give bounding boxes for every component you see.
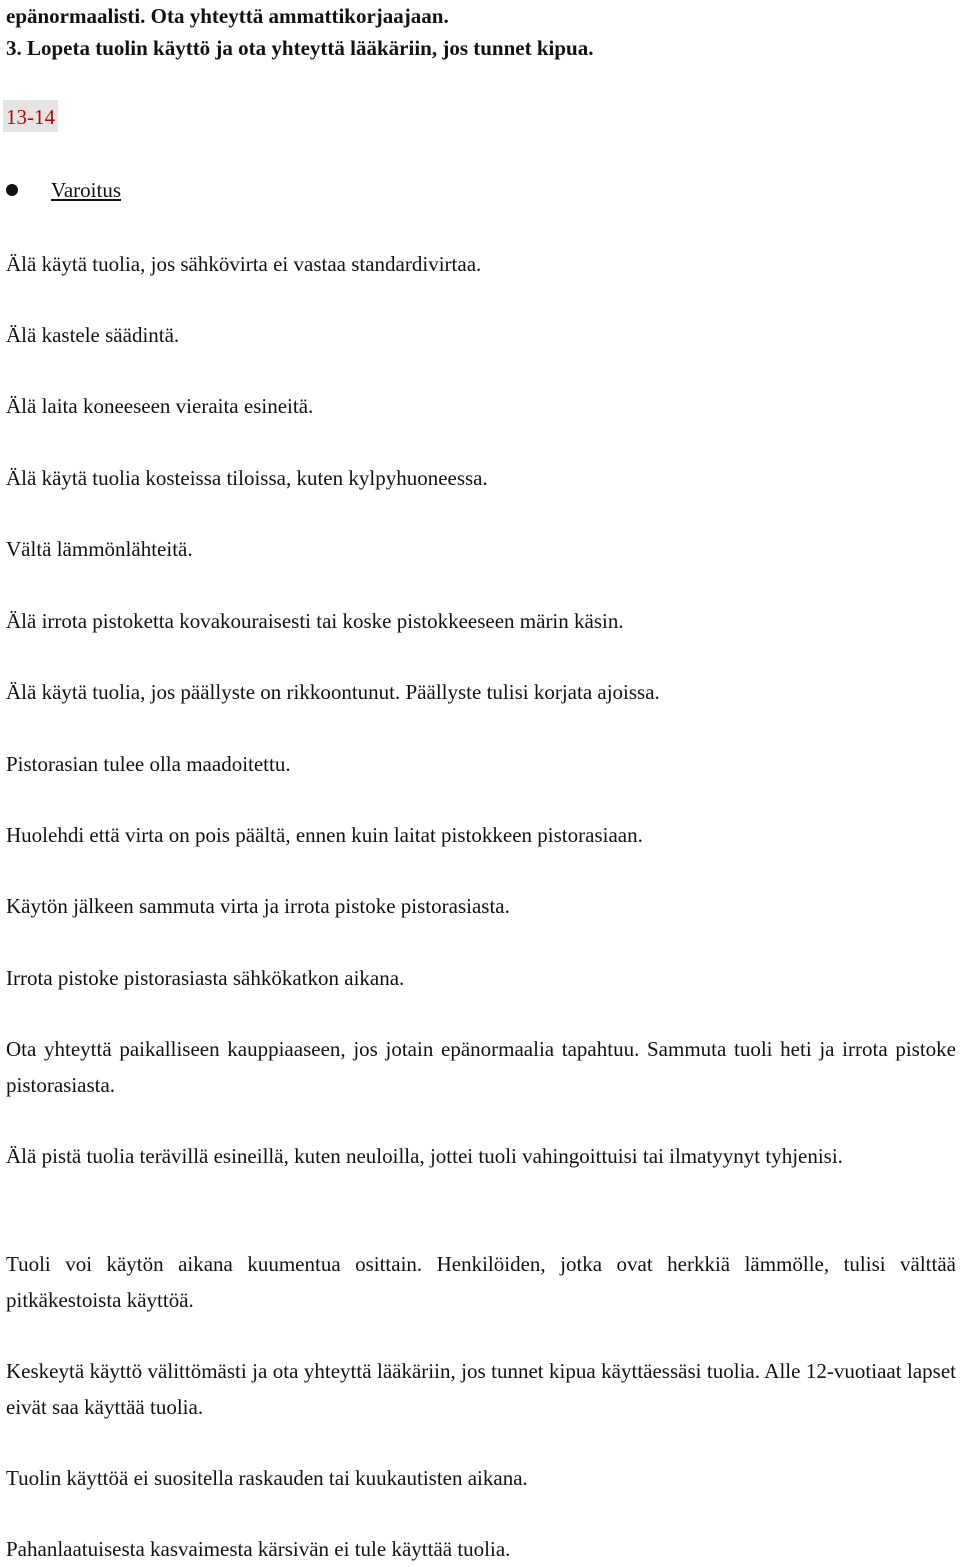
- warning-item: Tuolin käyttöä ei suositella raskauden tai kuukautisten aikana.: [6, 1466, 528, 1490]
- warning-item: Irrota pistoke pistorasiasta sähkökatkon aikana.: [6, 966, 405, 990]
- continued-text-line: epänormaalisti. Ota yhteyttä ammattikorjaajaan.: [6, 4, 449, 28]
- warning-item: Älä käytä tuolia kosteissa tiloissa, kuten kylpyhuoneessa.: [6, 466, 488, 490]
- section-heading-row: [6, 172, 121, 208]
- instruction-step-3: 3. Lopeta tuolin käyttö ja ota yhteyttä lääkäriin, jos tunnet kipua.: [6, 36, 594, 60]
- section-number-badge: 13-14: [3, 100, 58, 132]
- warning-paragraph: Tuoli voi käytön aikana kuumentua osittain. Henkilöiden, jotka ovat herkkiä lämmölle, tulisi välttää pitkäkestoista käyttöä.: [6, 1252, 956, 1312]
- warning-paragraph: Ota yhteyttä paikalliseen kauppiaaseen, jos jotain epänormaalia tapahtuu. Sammuta tuoli heti ja irrota pistoke pistorasiasta.: [6, 1037, 956, 1097]
- warning-item: Vältä lämmönlähteitä.: [6, 537, 193, 561]
- warning-item: Älä laita koneeseen vieraita esineitä.: [6, 394, 314, 418]
- warning-item: Huolehdi että virta on pois päältä, ennen kuin laitat pistokkeen pistorasiaan.: [6, 823, 643, 847]
- bullet-icon: [6, 184, 18, 196]
- warning-item: Älä käytä tuolia, jos päällyste on rikkoontunut. Päällyste tulisi korjata ajoissa.: [6, 680, 660, 704]
- warning-item: Käytön jälkeen sammuta virta ja irrota pistoke pistorasiasta.: [6, 894, 510, 918]
- warning-paragraph: Keskeytä käyttö välittömästi ja ota yhteyttä lääkäriin, jos tunnet kipua käyttäessäsi tuolia. Alle 12-vuotiaat lapset eivät saa käyttää tuolia.: [6, 1359, 956, 1419]
- warning-item: Pahanlaatuisesta kasvaimesta kärsivän ei tule käyttää tuolia.: [6, 1537, 511, 1561]
- warning-item: Älä käytä tuolia, jos sähkövirta ei vastaa standardivirtaa.: [6, 252, 482, 276]
- warning-paragraph: Älä pistä tuolia terävillä esineillä, kuten neuloilla, jottei tuoli vahingoittuisi tai ilmatyynyt tyhjenisi.: [6, 1144, 843, 1168]
- warning-item: Pistorasian tulee olla maadoitettu.: [6, 752, 291, 776]
- section-heading: Varoitus: [51, 178, 121, 202]
- warning-item: Älä kastele säädintä.: [6, 323, 180, 347]
- warning-item: Älä irrota pistoketta kovakouraisesti tai koske pistokkeeseen märin käsin.: [6, 609, 624, 633]
